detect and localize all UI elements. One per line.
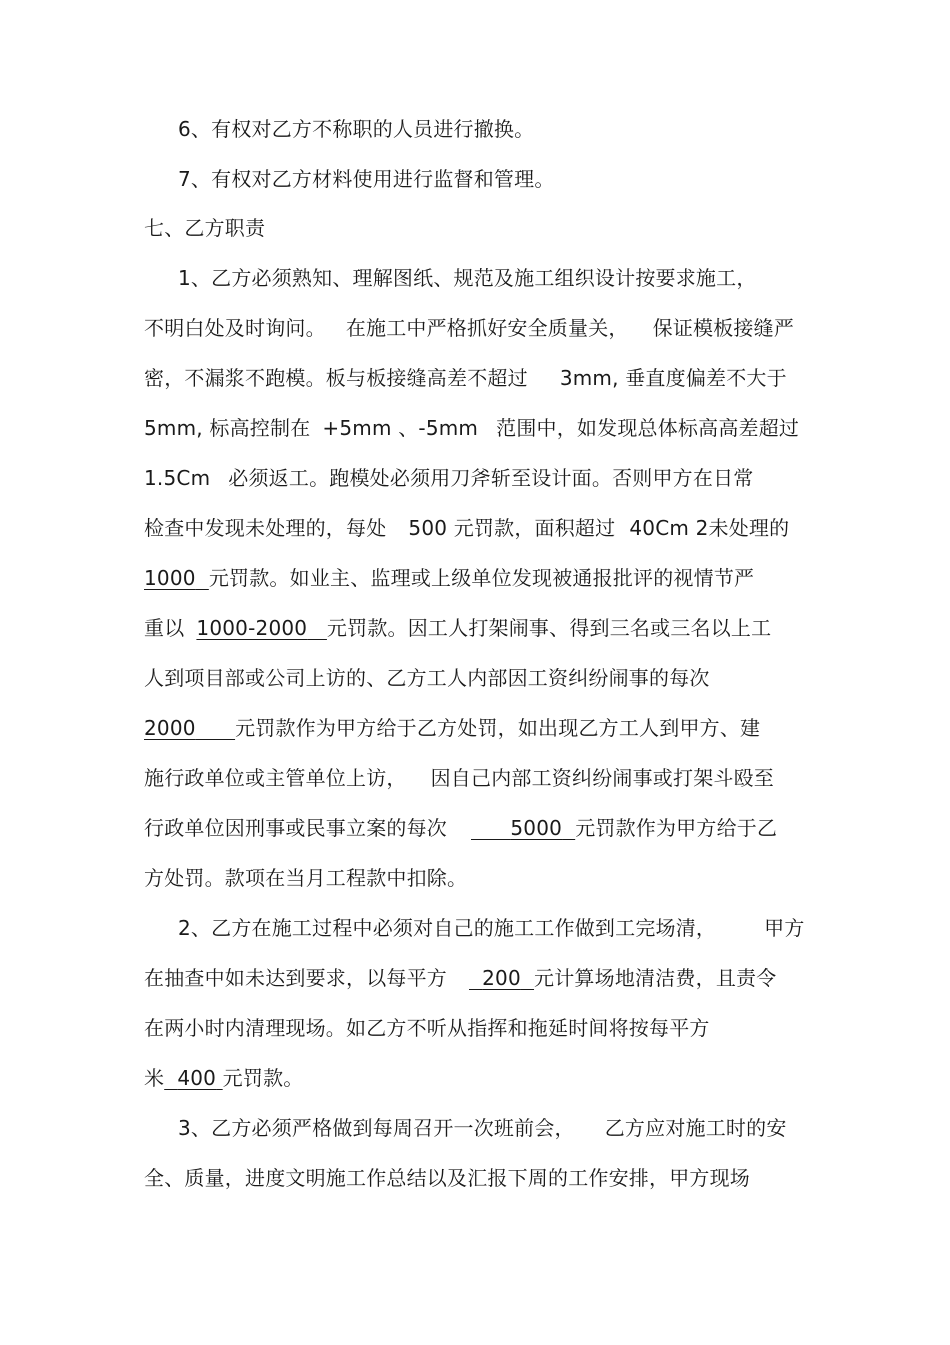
- text-line: [144, 462, 753, 494]
- line-text: 5mm, 标高控制在: [144, 416, 311, 440]
- line-text: 40Cm 2未处理的: [629, 516, 790, 540]
- line-text: 在施工中严格抓好安全质量关，: [345, 316, 629, 340]
- line-text: 检查中发现未处理的，每处: [144, 516, 387, 540]
- text-line: [144, 962, 776, 994]
- line-text: 元罚款。: [222, 1066, 304, 1090]
- line-text: 人到项目部或公司上访的、乙方工人内部因工资纠纷闹事的每次: [144, 666, 710, 690]
- line-text: 甲方: [764, 916, 805, 940]
- fine-amount: 400: [177, 1066, 217, 1090]
- text-line: [144, 412, 799, 444]
- text-line: [144, 1162, 750, 1194]
- line-text: 因自己内部工资纠纷闹事或打架斗殴至: [430, 766, 775, 790]
- text-line: [144, 862, 467, 894]
- text-line: [144, 762, 774, 794]
- line-text: 行政单位因刑事或民事立案的每次: [144, 816, 447, 840]
- text-line: [144, 612, 771, 644]
- text-line: [178, 1112, 787, 1144]
- text-line: [178, 163, 555, 195]
- line-text: 元罚款。如业主、监理或上级单位发现被通报批评的视情节严: [208, 566, 755, 590]
- text-line: [144, 362, 787, 394]
- line-text: 3mm, 垂直度偏差不大于: [559, 366, 787, 390]
- text-line: [144, 512, 789, 544]
- line-text: 7、有权对乙方材料使用进行监督和管理。: [178, 167, 555, 191]
- line-text: 不明白处及时询问。: [144, 316, 326, 340]
- line-text: 方处罚。款项在当月工程款中扣除。: [144, 866, 468, 890]
- line-text: 2、乙方在施工过程中必须对自己的施工工作做到工完场清，: [178, 916, 717, 940]
- line-text: 米: [144, 1066, 165, 1090]
- text-line: [178, 262, 757, 294]
- line-text: 必须返工。跑模处必须用刀斧斩至设计面。否则甲方在日常: [228, 466, 754, 490]
- text-line: [144, 1012, 710, 1044]
- line-text: 在抽查中如未达到要求，以每平方: [144, 966, 447, 990]
- fine-amount: 200: [482, 966, 521, 990]
- line-text: 保证模板接缝严: [652, 316, 795, 340]
- line-text: 1.5Cm: [144, 466, 211, 490]
- line-text: 密，不漏浆不跑模。板与板接缝高差不超过: [144, 366, 528, 390]
- line-text: 在两小时内清理现场。如乙方不听从指挥和拖延时间将按每平方: [144, 1016, 710, 1040]
- text-line: [144, 812, 777, 844]
- text-line: [144, 1062, 303, 1094]
- line-text: 重以: [144, 616, 185, 640]
- fine-amount: 1000-2000: [196, 616, 308, 640]
- line-text: 元计算场地清洁费，且责令: [534, 966, 777, 990]
- fine-amount: 2000: [144, 716, 196, 740]
- line-text: 6、有权对乙方不称职的人员进行撤换。: [178, 117, 535, 141]
- line-text: 元罚款作为甲方给于乙方处罚，如出现乙方工人到甲方、建: [235, 716, 761, 740]
- line-text: 1、乙方必须熟知、理解图纸、规范及施工组织设计按要求施工，: [178, 266, 757, 290]
- text-line: [144, 562, 754, 594]
- text-line: [178, 113, 534, 145]
- line-text: 元罚款作为甲方给于乙: [575, 816, 778, 840]
- line-text: 乙方应对施工时的安: [604, 1116, 787, 1140]
- text-line: [144, 312, 794, 344]
- line-text: 范围中，如发现总体标高高差超过: [496, 416, 800, 440]
- section-heading: [144, 212, 265, 244]
- line-text: 全、质量，进度文明施工作总结以及汇报下周的工作安排，甲方现场: [144, 1166, 750, 1190]
- fine-amount: 1000: [144, 566, 196, 590]
- line-text: 3、乙方必须严格做到每周召开一次班前会，: [178, 1116, 575, 1140]
- fine-amount: 5000: [510, 816, 563, 840]
- line-text: +5mm 、-5mm: [322, 416, 479, 440]
- line-text: 500 元罚款，面积超过: [408, 516, 616, 540]
- text-line: [144, 712, 760, 744]
- heading-text: 七、乙方职责: [144, 216, 266, 240]
- line-text: 施行政单位或主管单位上访，: [144, 766, 407, 790]
- text-line: [144, 662, 710, 694]
- text-line: [178, 912, 805, 944]
- line-text: 元罚款。因工人打架闹事、得到三名或三名以上工: [326, 616, 772, 640]
